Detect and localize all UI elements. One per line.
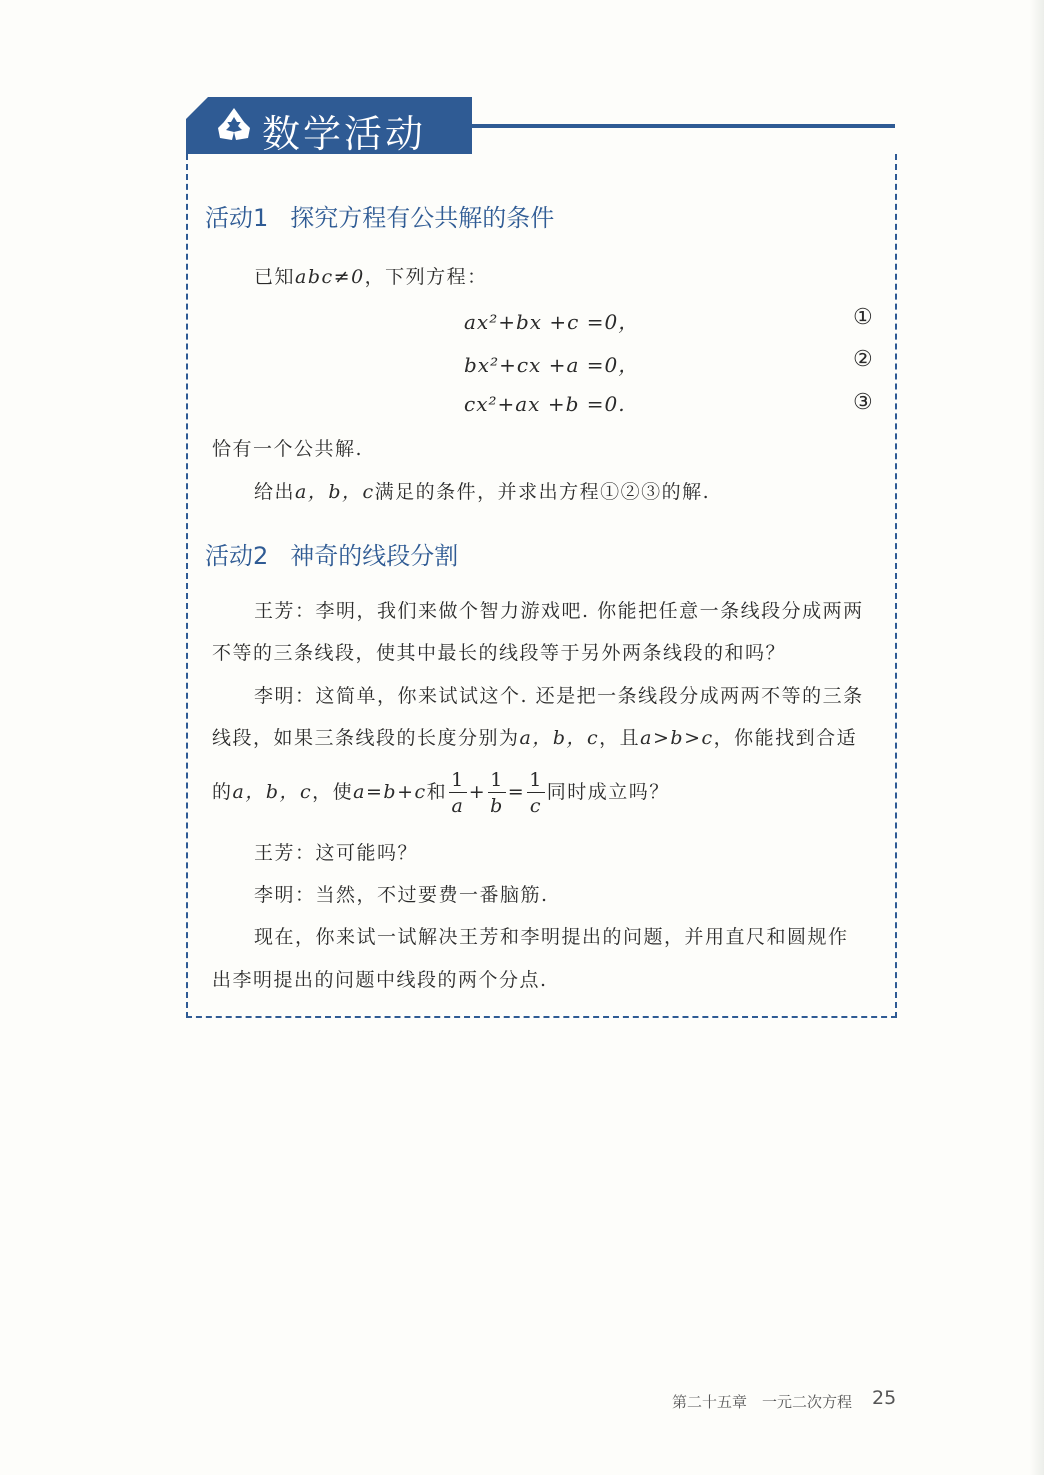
- recycle-arrows-icon: [214, 106, 254, 146]
- activity1-title: 探究方程有公共解的条件: [290, 204, 555, 232]
- dialog-liming-1a: 李明：这简单，你来试试这个. 还是把一条线段分成两两不等的三条: [254, 685, 864, 707]
- inequality: a>b>c: [640, 727, 714, 749]
- dialog-wangfang-2: 王芳：这可能吗？: [254, 842, 419, 864]
- banner-corner-notch: [186, 97, 208, 119]
- denominator: a: [451, 794, 465, 817]
- intro-prefix: 已知: [254, 266, 296, 288]
- banner-title: 数学活动: [262, 112, 427, 156]
- activity1-number: 活动1: [205, 204, 269, 232]
- banner-rule-line: [472, 124, 895, 128]
- equation-1-label: ①: [853, 305, 873, 330]
- numerator: 1: [490, 768, 504, 791]
- text: 的: [212, 781, 233, 803]
- dialog-liming-1c: 的a，b，c，使a=b+c和 $\frac{1}{a}$ + $\frac{1}{b}$ = $\frac{1}{c}$ 同时成立吗？: [212, 768, 670, 817]
- intro-condition: abc≠0: [295, 266, 365, 288]
- equation-1: ax²+bx +c =0，: [464, 310, 640, 334]
- activity2-heading: [205, 536, 458, 571]
- equation-2-label: ②: [853, 347, 873, 372]
- common-solution-line: 恰有一个公共解.: [212, 438, 364, 460]
- activity2-number: 活动2: [205, 542, 269, 570]
- task-prefix: 给出: [254, 481, 296, 503]
- text: ，使: [312, 781, 354, 803]
- activity2-title: 神奇的线段分割: [290, 542, 459, 570]
- task-paragraph-a: 现在，你来试一试解决王芳和李明提出的问题，并用直尺和圆规作: [254, 926, 849, 948]
- page-edge-shadow: [1030, 0, 1044, 1475]
- text: 线段，如果三条线段的长度分别为: [212, 727, 520, 749]
- fraction-1-over-c: [527, 768, 545, 817]
- dialog-liming-1b: [212, 723, 857, 750]
- task-paragraph-b: 出李明提出的问题中线段的两个分点.: [212, 969, 548, 991]
- dialog-liming-2: 李明：当然，不过要费一番脑筋.: [254, 884, 549, 906]
- denominator: c: [529, 794, 543, 817]
- text: ，且: [599, 727, 641, 749]
- activity1-heading: [205, 198, 554, 233]
- vars: a，b，c: [519, 727, 600, 749]
- activity1-task: [254, 477, 710, 504]
- equation-3-label: ③: [853, 390, 873, 415]
- fraction-1-over-a: [449, 768, 467, 817]
- equation-3: cx²+ax +b =0.: [464, 392, 626, 416]
- numerator: 1: [529, 768, 543, 791]
- task-vars: a，b，c: [295, 481, 375, 503]
- chapter-footer: 第二十五章 一元二次方程: [672, 1393, 853, 1411]
- numerator: 1: [451, 768, 465, 791]
- page-number: 25: [872, 1387, 897, 1409]
- text: ，你能找到合适: [713, 727, 858, 749]
- fraction-1-over-b: [488, 768, 506, 817]
- dialog-wangfang-1a: 王芳：李明，我们来做个智力游戏吧. 你能把任意一条线段分成两两: [254, 600, 864, 622]
- vars: a，b，c: [232, 781, 313, 803]
- task-suffix: 满足的条件，并求出方程①②③的解.: [374, 481, 711, 503]
- equation-2: bx²+cx +a =0，: [464, 353, 640, 377]
- activity1-intro: [254, 262, 488, 289]
- equation-sum: a=b+c: [353, 781, 427, 803]
- text: 同时成立吗？: [546, 781, 670, 803]
- dialog-wangfang-1b: 不等的三条线段，使其中最长的线段等于另外两条线段的和吗？: [212, 642, 787, 664]
- denominator: b: [490, 794, 504, 817]
- text: 和: [426, 781, 448, 803]
- intro-suffix: ，下列方程：: [364, 266, 488, 288]
